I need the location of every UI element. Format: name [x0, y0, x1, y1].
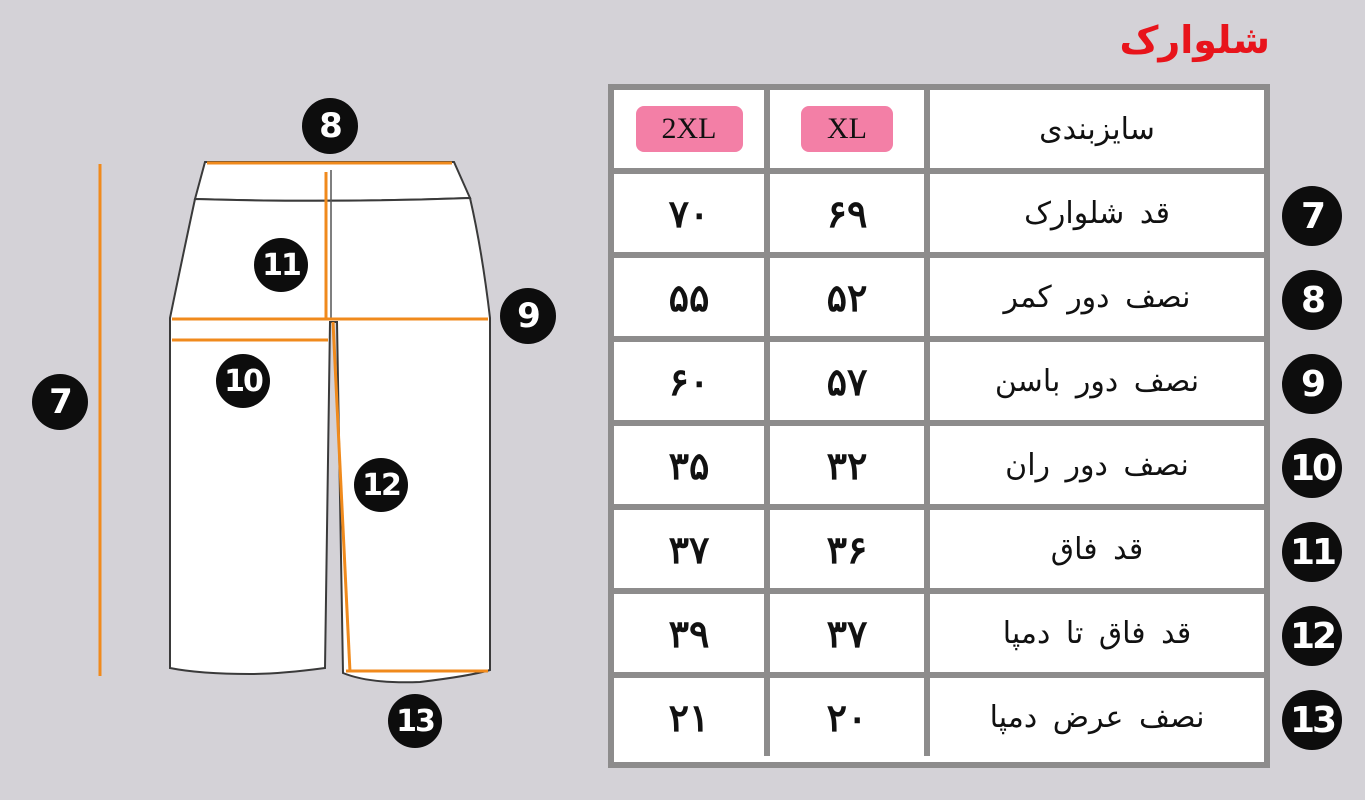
size-header-label: سایزبندی [1039, 111, 1155, 147]
value-2xl: ۲۱ [668, 694, 710, 740]
table-row [614, 510, 1264, 590]
marker-9-hip: 9 [500, 288, 556, 344]
shorts-outline [0, 0, 600, 800]
value-xl: ۳۷ [826, 610, 868, 656]
table-row [614, 258, 1264, 338]
table-header-row [614, 90, 1264, 170]
table-row [614, 678, 1264, 758]
marker-13-leg-opening: 13 [388, 694, 442, 748]
row-marker-11: 11 [1282, 522, 1342, 582]
row-label: قد شلوارک [1024, 195, 1170, 231]
table-row [614, 426, 1264, 506]
table-row [614, 342, 1264, 422]
page-title: شلوارک [1119, 18, 1270, 62]
header-cell-xl [770, 90, 930, 168]
row-marker-8: 8 [1282, 270, 1342, 330]
shorts-diagram [0, 0, 600, 800]
value-xl: ۲۰ [826, 694, 868, 740]
row-label: نصف عرض دمپا [989, 699, 1205, 735]
marker-7-length: 7 [32, 374, 88, 430]
value-2xl: ۳۵ [668, 442, 710, 488]
row-marker-10: 10 [1282, 438, 1342, 498]
value-xl: ۶۹ [826, 190, 868, 236]
header-cell-2xl [614, 90, 770, 168]
value-xl: ۳۶ [826, 526, 868, 572]
table-row [614, 594, 1264, 674]
value-2xl: ۶۰ [668, 358, 710, 404]
value-2xl: ۷۰ [668, 190, 710, 236]
row-marker-13: 13 [1282, 690, 1342, 750]
row-label: قد فاق تا دمپا [1002, 615, 1192, 651]
size-table [608, 84, 1270, 768]
table-row [614, 174, 1264, 254]
row-marker-12: 12 [1282, 606, 1342, 666]
marker-11-rise: 11 [254, 238, 308, 292]
row-label: قد فاق [1050, 531, 1144, 567]
marker-10-thigh: 10 [216, 354, 270, 408]
row-label: نصف دور ران [1005, 447, 1189, 483]
value-xl: ۵۷ [826, 358, 868, 404]
value-2xl: ۳۷ [668, 526, 710, 572]
marker-8-waist: 8 [302, 98, 358, 154]
value-2xl: ۳۹ [668, 610, 710, 656]
value-xl: ۵۲ [826, 274, 868, 320]
row-label: نصف دور کمر [1003, 279, 1191, 315]
size-xl-pill: XL [801, 106, 893, 152]
marker-12-inseam: 12 [354, 458, 408, 512]
row-marker-9: 9 [1282, 354, 1342, 414]
row-label: نصف دور باسن [994, 363, 1200, 399]
value-2xl: ۵۵ [668, 274, 710, 320]
value-xl: ۳۲ [826, 442, 868, 488]
header-cell-label [930, 90, 1264, 168]
size-2xl-pill: 2XL [636, 106, 743, 152]
row-marker-7: 7 [1282, 186, 1342, 246]
